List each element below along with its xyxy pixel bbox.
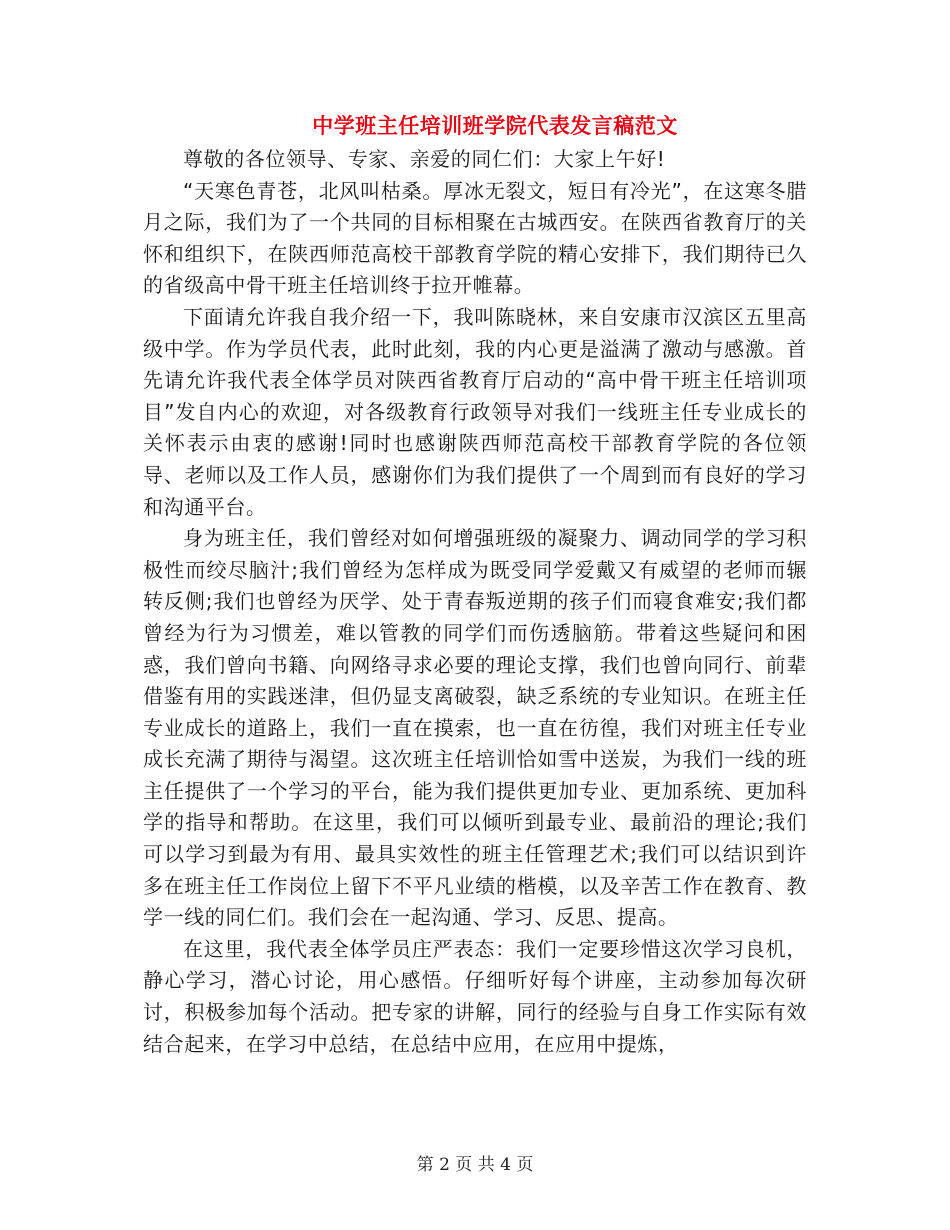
paragraph-reflection: 身为班主任，我们曾经对如何增强班级的凝聚力、调动同学的学习积极性而绞尽脑汁;我们曾经为怎样成为既受同学爱戴又有威望的老师而辗转反侧;我们也曾经为厌学、处于青春叛逆期的孩子们而寝食难安;我们都曾经为行为习惯差，难以管教的同学们而伤透脑筋。带着这些疑问和困惑，我们曾向书籍、向网络寻求必要的理论支撑，我们也曾向同行、前辈借鉴有用的实践迷津，但仍显支离破裂，缺乏系统的专业知识。在班主任专业成长的道路上，我们一直在摸索，也一直在彷徨，我们对班主任专业成长充满了期待与渴望。这次班主任培训恰如雪中送炭，为我们一线的班主任提供了一个学习的平台，能为我们提供更加专业、更加系统、更加科学的指导和帮助。在这里，我们可以倾听到最专业、最前沿的理论;我们可以学习到最为有用、最具实效性的班主任管理艺术;我们可以结识到许多在班主任工作岗位上留下不平凡业绩的楷模，以及辛苦工作在教育、教学一线的同仁们。我们会在一起沟通、学习、反思、提高。 <box>143 526 807 930</box>
paragraph-greeting: 尊敬的各位领导、专家、亲爱的同仁们：大家上午好! <box>183 147 666 171</box>
page-number-label: 第 2 页 共 4 页 <box>416 1155 534 1175</box>
page-number-footer <box>0 1153 950 1177</box>
document-body <box>143 144 807 1060</box>
paragraph-opening: “天寒色青苍，北风叫枯桑。厚冰无裂文，短日有冷光”，在这寒冬腊月之际，我们为了一个共同的目标相聚在古城西安。在陕西省教育厅的关怀和组织下，在陕西师范高校干部教育学院的精心安排下，我们期待已久的省级高中骨干班主任培训终于拉开帷幕。 <box>143 178 807 298</box>
document-title: 中学班主任培训班学院代表发言稿范文 <box>312 113 678 138</box>
paragraph-pledge: 在这里，我代表全体学员庄严表态：我们一定要珍惜这次学习良机，静心学习，潜心讨论，用心感悟。仔细听好每个讲座，主动参加每次研讨，积极参加每个活动。把专家的讲解，同行的经验与自身工作实际有效结合起来，在学习中总结，在总结中应用，在应用中提炼， <box>143 936 807 1056</box>
paragraph-introduction: 下面请允许我自我介绍一下，我叫陈晓林，来自安康市汉滨区五里高级中学。作为学员代表，此时此刻，我的内心更是溢满了激动与感激。首先请允许我代表全体学员对陕西省教育厅启动的“高中骨干班主任培训项目”发自内心的欢迎，对各级教育行政领导对我们一线班主任专业成长的关怀表示由衷的感谢!同时也感谢陕西师范高校干部教育学院的各位领导、老师以及工作人员，感谢你们为我们提供了一个周到而有良好的学习和沟通平台。 <box>143 304 807 519</box>
